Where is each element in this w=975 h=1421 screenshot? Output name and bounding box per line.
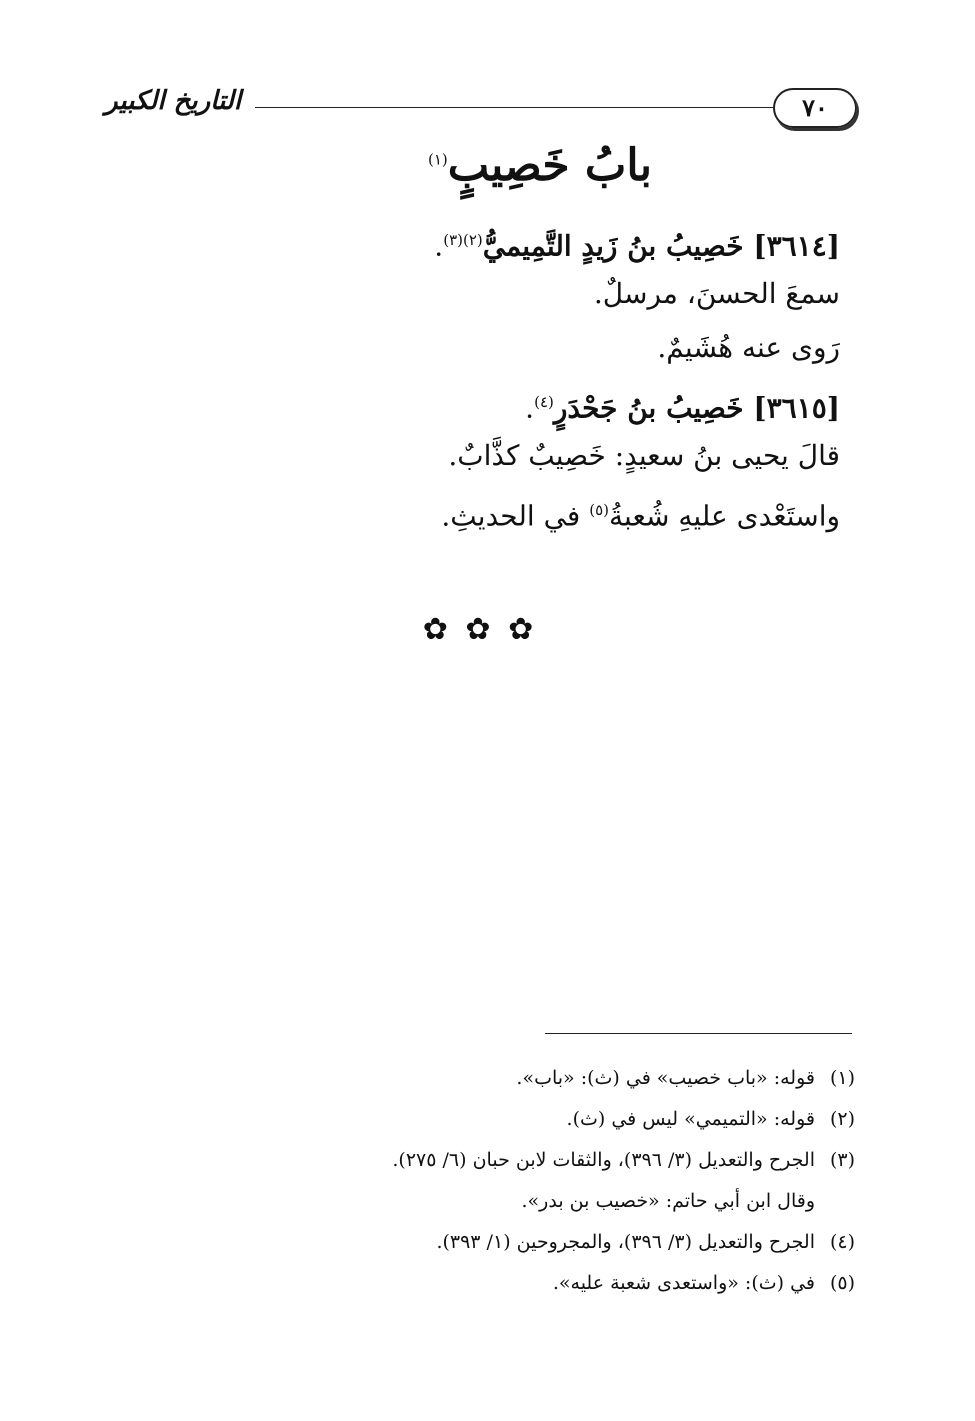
footnote <box>290 1222 855 1263</box>
footnote-ref: (٤) <box>534 393 554 411</box>
text-line: رَوى عنه هُشَيمٌ. <box>657 331 840 364</box>
footnote-number: (٣) <box>829 1149 855 1171</box>
footnotes <box>290 1058 855 1304</box>
main-text <box>150 140 840 537</box>
footnote <box>290 1099 855 1140</box>
footnote-text: قوله: «التميمي» ليس في (ث). <box>566 1108 815 1130</box>
section-ornament-icon: ✿ ✿ ✿ <box>422 612 538 647</box>
chapter-title <box>150 140 840 191</box>
footnote-continuation: وقال ابن أبي حاتم: «خصيب بن بدر». <box>521 1190 815 1212</box>
entry-period: . <box>434 229 444 263</box>
footnote-text: قوله: «باب خصيب» في (ث): «باب». <box>516 1067 815 1089</box>
footnote <box>290 1058 855 1099</box>
entry-heading: [٣٦١٤] خَصِيبُ بنُ زَيدٍ التَّمِيميُّ <box>482 229 840 263</box>
footnote-number: (٥) <box>829 1272 855 1294</box>
footnote <box>290 1263 855 1304</box>
footnote-rule <box>545 1033 852 1034</box>
footnote-ref: (٢)(٣) <box>443 231 483 249</box>
footnote-number: (١) <box>829 1067 855 1089</box>
text-line: قالَ يحيى بنُ سعيدٍ: خَصِيبٌ كذَّابٌ. <box>448 439 840 472</box>
page-number: ٧٠ <box>773 88 857 128</box>
text-line <box>150 483 840 537</box>
footnote-text: الجرح والتعديل (٣/ ٣٩٦)، والمجروحين (١/ ٣٩٣). <box>436 1231 815 1253</box>
text-segment: في الحديثِ. <box>441 499 581 533</box>
entry-period: . <box>525 391 535 425</box>
footnote-number: (٤) <box>829 1231 855 1253</box>
text-segment: واستَعْدى عليهِ شُعبةُ <box>609 499 840 533</box>
running-title: التاريخ الكبير <box>105 86 242 116</box>
entry-heading: [٣٦١٥] خَصِيبُ بنُ جَحْدَرٍ <box>553 391 840 425</box>
footnote-number: (٢) <box>829 1108 855 1130</box>
footnote-ref: (١) <box>427 150 448 169</box>
footnote <box>290 1140 855 1181</box>
page-header <box>105 82 857 132</box>
text-line: سمعَ الحسنَ، مرسلٌ. <box>593 277 840 310</box>
entry-line <box>150 375 840 429</box>
chapter-title-text: بابُ خَصِيبٍ <box>447 140 652 191</box>
footnote-text: في (ث): «واستعدى شعبة عليه». <box>552 1272 815 1294</box>
footnote-text: الجرح والتعديل (٣/ ٣٩٦)، والثقات لابن حبان (٦/ ٢٧٥). <box>392 1149 815 1171</box>
footnote-ref: (٥) <box>589 501 609 519</box>
entry-line <box>150 213 840 267</box>
header-rule <box>255 107 775 108</box>
